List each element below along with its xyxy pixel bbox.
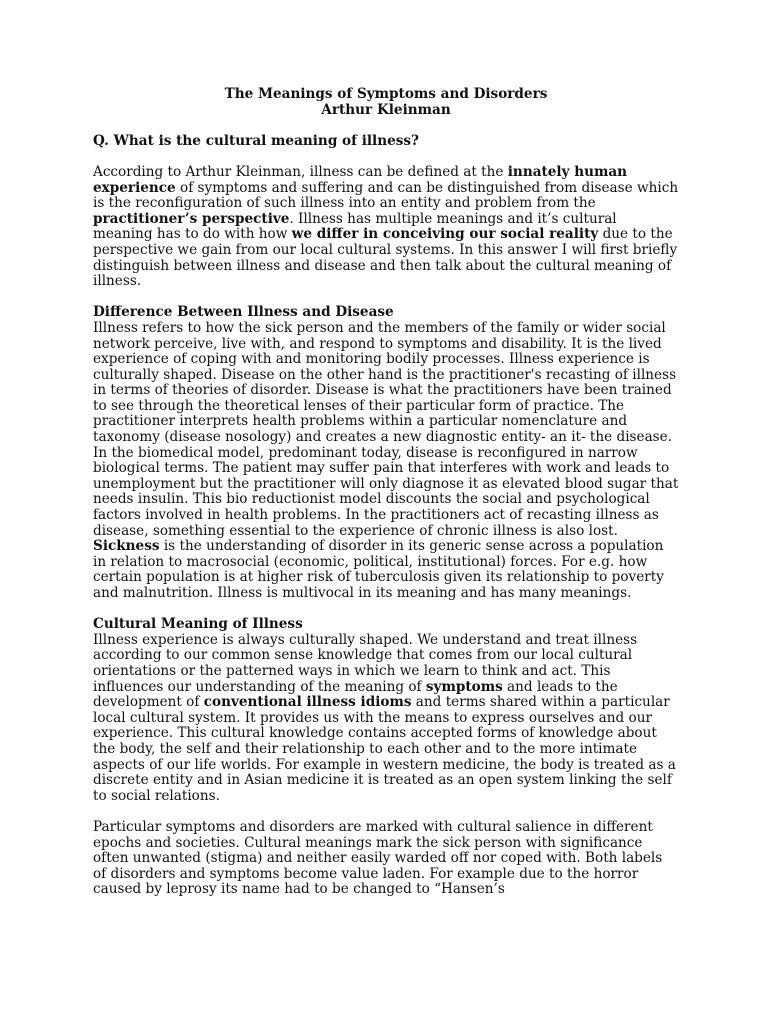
section2-bold-1: symptoms [425, 678, 503, 695]
question-heading: Q. What is the cultural meaning of illness? [93, 132, 419, 149]
intro-bold-2: practitioner’s perspective [93, 210, 290, 227]
final-paragraph: Particular symptoms and disorders are marked with cultural salience in different epochs and societies. Cultural meanings mark the sick person with significance often unwanted (stigma) and neither easily warded off nor coped with. Both labels of disorders and symptoms become value laden. For example due to the horror caused by leprosy its name had to be changed to “Hansen’s [93, 818, 663, 898]
document-author: Arthur Kleinman [321, 101, 451, 118]
intro-text-3: . Illness has multiple meanings and it’s cultural meaning has to do with how [93, 210, 617, 243]
section1-text-1: Illness refers to how the sick person and the members of the family or wider social network perceive, live with, and respond to symptoms and disability. It is the lived experience of coping with and monitoring bodily processes. Illness experience is culturally shaped. Disease on the other hand is the practitioner's recasting of illness in terms of theories of disorder. Disease is what the practitioners have been trained to see through the theoretical lenses of their particular form of practice. The practitioner interprets health problems within a particular nomenclature and taxonomy (disease nosology) and creates a new diagnostic entity- an it- the disease. In the biomedical model, predominant today, disease is reconfigured in narrow biological terms. The patient may suffer pain that interferes with work and leads to unemployment but the practitioner will only diagnose it as elevated blood sugar that needs insulin. This bio reductionist model discounts the social and psychological factors involved in health problems. In the practitioners act of recasting illness as disease, something essential to the experience of chronic illness is also lost. [93, 319, 679, 539]
section2-text-3: and terms shared within a particular local cultural system. It provides us with the means to express ourselves and our experience. This cultural knowledge contains accepted forms of knowledge about the body, the self and their relationship to each other and to the more intimate aspects of our life worlds. For example in western medicine, the body is treated as a discrete entity and in Asian medicine it is treated as an open system linking the self to social relations. [93, 694, 676, 804]
section1-text-2: is the understanding of disorder in its generic sense across a population in relation to macrosocial (economic, political, institutional) forces. For e.g. how certain population is at higher risk of tuberculosis given its relationship to poverty and malnutrition. Illness is multivocal in its meaning and has many meanings. [93, 538, 664, 601]
section1-paragraph [93, 321, 679, 602]
intro-bold-3: we differ in conceiving our social reality [291, 226, 599, 243]
section2-text-1: Illness experience is always culturally shaped. We understand and treat illness according to our common sense knowledge that comes from our local cultural orientations or the patterned ways in which we learn to think and act. This influences our understanding of the meaning of [93, 631, 638, 695]
intro-text-2: of symptoms and suffering and can be distinguished from disease which is the reconfiguration of such illness into an entity and problem from the [93, 179, 679, 212]
intro-paragraph [93, 165, 679, 290]
intro-text-1: According to Arthur Kleinman, illness can be defined at the [93, 163, 508, 180]
section2-heading: Cultural Meaning of Illness [93, 616, 303, 633]
document-title: The Meanings of Symptoms and Disorders [224, 86, 548, 102]
section2-paragraph [93, 633, 679, 805]
intro-text-4: due to the perspective we gain from our local cultural systems. In this answer I will first briefly distinguish between illness and disease and then talk about the cultural meaning of illness. [93, 226, 678, 290]
intro-bold-1: innately human experience [93, 163, 628, 196]
section1-bold-1: Sickness [93, 538, 160, 555]
section1-heading: Difference Between Illness and Disease [93, 304, 394, 321]
section2-bold-2: conventional illness idioms [203, 694, 412, 711]
document-page [93, 87, 679, 913]
section2-text-2: and leads to the development of [93, 678, 618, 711]
